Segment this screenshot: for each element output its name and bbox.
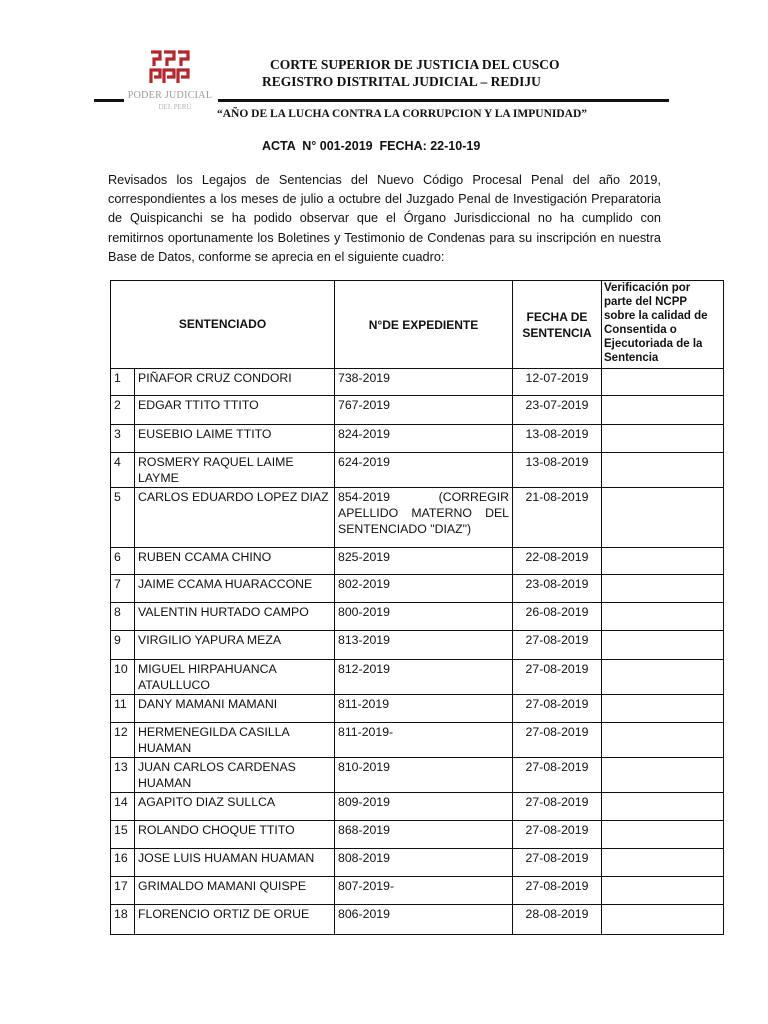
row-verificacion <box>602 603 724 631</box>
row-name: EUSEBIO LAIME TTITO <box>135 425 335 453</box>
table-row <box>111 849 724 877</box>
row-expediente: 767-2019 <box>335 396 513 425</box>
row-expediente: 808-2019 <box>335 849 513 877</box>
row-expediente: 868-2019 <box>335 821 513 849</box>
row-date: 23-08-2019 <box>513 575 602 603</box>
table-row <box>111 905 724 935</box>
row-verificacion <box>602 631 724 660</box>
row-verificacion <box>602 575 724 603</box>
row-expediente: 807-2019- <box>335 877 513 905</box>
row-name: ROLANDO CHOQUE TTITO <box>135 821 335 849</box>
row-name: DANY MAMANI MAMANI <box>135 695 335 723</box>
row-number: 13 <box>111 758 135 793</box>
row-date: 27-08-2019 <box>513 821 602 849</box>
row-number: 1 <box>111 369 135 396</box>
row-date: 28-08-2019 <box>513 905 602 935</box>
row-name: JOSE LUIS HUAMAN HUAMAN <box>135 849 335 877</box>
row-number: 17 <box>111 877 135 905</box>
row-expediente: 825-2019 <box>335 548 513 575</box>
row-expediente: 811-2019 <box>335 695 513 723</box>
row-name: CARLOS EDUARDO LOPEZ DIAZ <box>135 488 335 548</box>
table-row <box>111 488 724 548</box>
row-verificacion <box>602 425 724 453</box>
row-verificacion <box>602 793 724 821</box>
row-expediente: 800-2019 <box>335 603 513 631</box>
table-row <box>111 425 724 453</box>
row-verificacion <box>602 905 724 935</box>
table-row <box>111 631 724 660</box>
row-date: 13-08-2019 <box>513 453 602 488</box>
row-name: FLORENCIO ORTIZ DE ORUE <box>135 905 335 935</box>
row-date: 22-08-2019 <box>513 548 602 575</box>
row-number: 7 <box>111 575 135 603</box>
row-name: AGAPITO DIAZ SULLCA <box>135 793 335 821</box>
row-expediente: 738-2019 <box>335 369 513 396</box>
header-verificacion: Verificación por parte del NCPP sobre la calidad de Consentida o Ejecutoriada de la Sentencia <box>602 281 724 369</box>
row-date: 27-08-2019 <box>513 793 602 821</box>
row-date: 12-07-2019 <box>513 369 602 396</box>
row-number: 4 <box>111 453 135 488</box>
row-number: 6 <box>111 548 135 575</box>
logo-text: PODER JUDICIAL <box>127 90 213 101</box>
row-number: 12 <box>111 723 135 758</box>
row-name: HERMENEGILDA CASILLA HUAMAN <box>135 723 335 758</box>
row-verificacion <box>602 453 724 488</box>
court-name-line1: CORTE SUPERIOR DE JUSTICIA DEL CUSCO <box>270 57 560 72</box>
row-number: 16 <box>111 849 135 877</box>
row-verificacion <box>602 849 724 877</box>
table-row <box>111 758 724 793</box>
intro-paragraph: Revisados los Legajos de Sentencias del Nuevo Código Procesal Penal del año 2019, correspondientes a los meses de julio a octubre del Juzgado Penal de Investigación Preparatoria de Quispicanchi se ha podido observar que el Órgano Jurisdiccional no ha cumplido con remitirnos oportunamente los Boletines y Testimonio de Condenas para su inscripción en nuestra Base de Datos, conforme se aprecia en el siguiente cuadro: <box>108 173 661 264</box>
row-number: 8 <box>111 603 135 631</box>
row-number: 5 <box>111 488 135 548</box>
row-date: 26-08-2019 <box>513 603 602 631</box>
row-verificacion <box>602 369 724 396</box>
row-verificacion <box>602 758 724 793</box>
header-rule-left <box>94 99 124 102</box>
row-number: 3 <box>111 425 135 453</box>
row-name: JAIME CCAMA HUARACCONE <box>135 575 335 603</box>
row-name: VALENTIN HURTADO CAMPO <box>135 603 335 631</box>
row-expediente: 854-2019 (CORREGIR APELLIDO MATERNO DEL SENTENCIADO "DIAZ") <box>335 488 513 548</box>
year-slogan: “AÑO DE LA LUCHA CONTRA LA CORRUPCION Y LA IMPUNIDAD” <box>216 108 588 120</box>
court-name <box>262 56 592 90</box>
row-name: PIÑAFOR CRUZ CONDORI <box>135 369 335 396</box>
row-date: 27-08-2019 <box>513 723 602 758</box>
row-date: 27-08-2019 <box>513 695 602 723</box>
row-name: JUAN CARLOS CARDENAS HUAMAN <box>135 758 335 793</box>
row-date: 23-07-2019 <box>513 396 602 425</box>
row-number: 14 <box>111 793 135 821</box>
row-date: 21-08-2019 <box>513 488 602 548</box>
table-header-row <box>111 281 724 369</box>
row-verificacion <box>602 548 724 575</box>
row-expediente: 806-2019 <box>335 905 513 935</box>
table-row <box>111 396 724 425</box>
row-date: 13-08-2019 <box>513 425 602 453</box>
table-row <box>111 660 724 695</box>
row-expediente: 811-2019- <box>335 723 513 758</box>
row-expediente: 802-2019 <box>335 575 513 603</box>
row-date: 27-08-2019 <box>513 631 602 660</box>
row-verificacion <box>602 488 724 548</box>
row-verificacion <box>602 821 724 849</box>
header-expediente: N°DE EXPEDIENTE <box>335 281 513 369</box>
header-rule-right <box>218 99 669 102</box>
poder-judicial-emblem-icon <box>148 50 192 86</box>
row-verificacion <box>602 695 724 723</box>
row-name: GRIMALDO MAMANI QUISPE <box>135 877 335 905</box>
row-name: MIGUEL HIRPAHUANCA ATAULLUCO <box>135 660 335 695</box>
row-number: 10 <box>111 660 135 695</box>
row-verificacion <box>602 723 724 758</box>
row-number: 15 <box>111 821 135 849</box>
row-expediente: 809-2019 <box>335 793 513 821</box>
row-name: RUBEN CCAMA CHINO <box>135 548 335 575</box>
table-row <box>111 723 724 758</box>
row-name: EDGAR TTITO TTITO <box>135 396 335 425</box>
row-name: ROSMERY RAQUEL LAIME LAYME <box>135 453 335 488</box>
table-row <box>111 453 724 488</box>
row-verificacion <box>602 660 724 695</box>
row-date: 27-08-2019 <box>513 660 602 695</box>
header-fecha: FECHA DE SENTENCIA <box>513 281 602 369</box>
row-expediente: 624-2019 <box>335 453 513 488</box>
row-expediente: 813-2019 <box>335 631 513 660</box>
table-row <box>111 821 724 849</box>
table-row <box>111 793 724 821</box>
row-number: 2 <box>111 396 135 425</box>
table-row <box>111 695 724 723</box>
row-date: 27-08-2019 <box>513 758 602 793</box>
row-number: 11 <box>111 695 135 723</box>
row-expediente: 810-2019 <box>335 758 513 793</box>
row-date: 27-08-2019 <box>513 849 602 877</box>
row-verificacion <box>602 396 724 425</box>
table-row <box>111 369 724 396</box>
logo-subtext: DEL PERÚ <box>158 103 192 111</box>
table-row <box>111 575 724 603</box>
poder-judicial-logo <box>122 50 218 116</box>
row-name: VIRGILIO YAPURA MEZA <box>135 631 335 660</box>
header-sentenciado: SENTENCIADO <box>111 281 335 369</box>
court-name-line2: REGISTRO DISTRITAL JUDICIAL – REDIJU <box>262 74 541 89</box>
table-row <box>111 603 724 631</box>
table-row <box>111 877 724 905</box>
acta-title: ACTA N° 001-2019 FECHA: 22-10-19 <box>262 139 481 153</box>
table-row <box>111 548 724 575</box>
row-verificacion <box>602 877 724 905</box>
row-date: 27-08-2019 <box>513 877 602 905</box>
row-expediente: 812-2019 <box>335 660 513 695</box>
row-number: 18 <box>111 905 135 935</box>
row-expediente: 824-2019 <box>335 425 513 453</box>
sentences-table <box>110 280 724 935</box>
row-number: 9 <box>111 631 135 660</box>
